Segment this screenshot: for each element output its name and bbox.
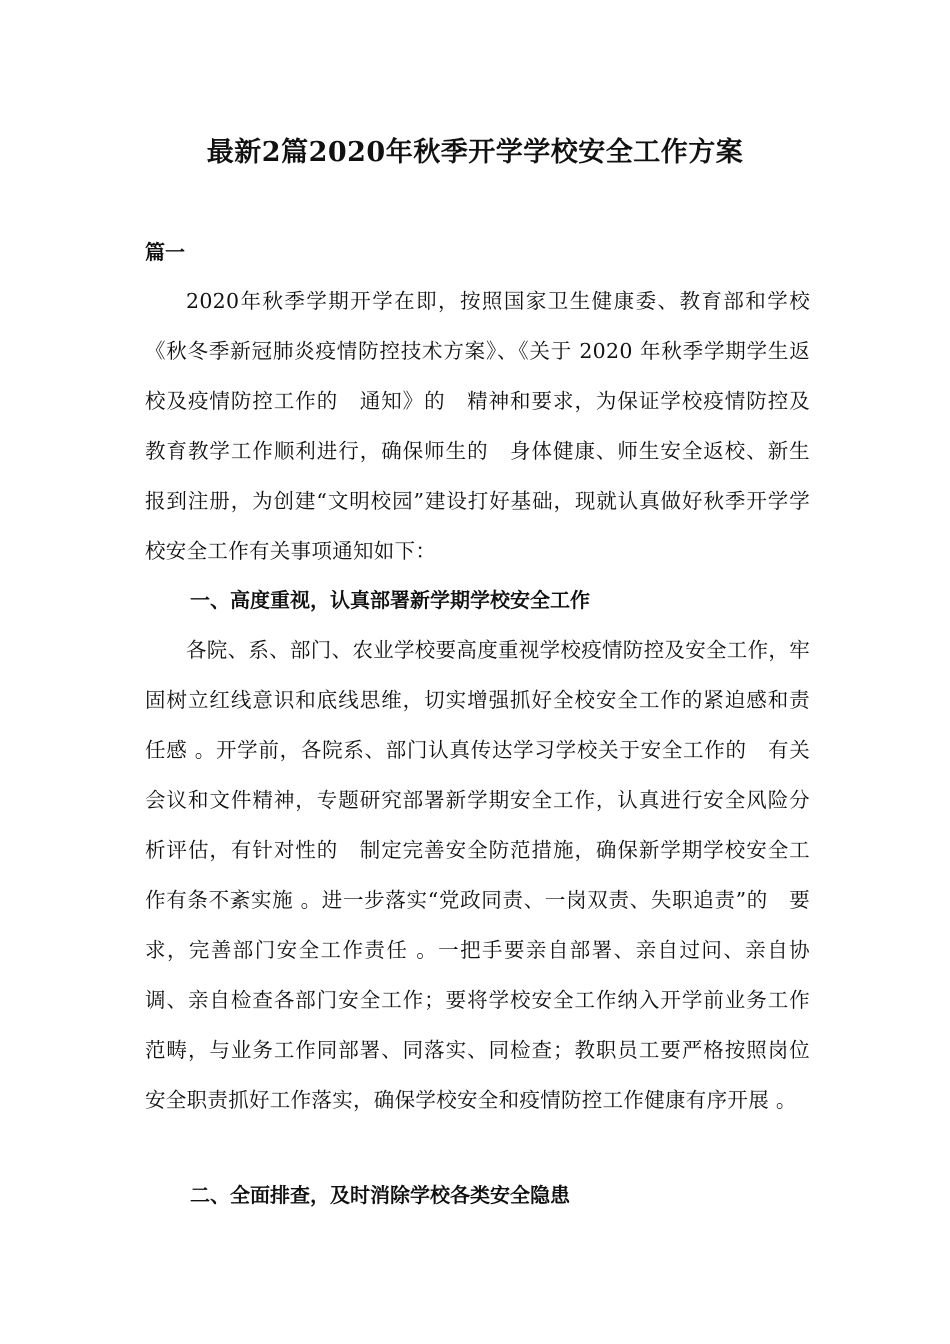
paragraph-1: 各院、系、部门、农业学校要高度重视学校疫情防控及安全工作，牢固树立红线意识和底线思维，切实增强抓好全校安全工作的紧迫感和责任感 。开学前，各院系、部门认真传达学习学校关于安全工作的 有关会议和文件精神，专题研究部署新学期安全工作，认真进行安全风险分析评估，有针对性的 制定完善安全防范措施，确保新学期学校安全工作有条不紊实施 。进一步落实“党政同责、一岗双责、失职追责”的 要求，完善部门安全工作责任 。一把手要亲自部署、亲自过问、亲自协调、亲自检查各部门安全工作；要将学校安全工作纳入开学前业务工作范畴，与业务工作同部署、同落实、同检查；教职员工要严格按照岗位安全职责抓好工作落实，确保学校安全和疫情防控工作健康有序开展 。 [145, 638, 810, 1112]
document-title: 最新2篇2020年秋季开学学校安全工作方案 [206, 137, 744, 168]
intro-paragraph: 2020年秋季学期开学在即，按照国家卫生健康委、教育部和学校《秋冬季新冠肺炎疫情防控技术方案》、《关于 2020 年秋季学期学生返校及疫情防控工作的 通知》的 精神和要求，为保证学校疫情防控及教育教学工作顺利进行，确保师生的 身体健康、师生安全返校、新生报到注册，为创建“文明校园”建设打好基础，现就认真做好秋季开学学校安全工作有关事项通知如下： [145, 289, 810, 563]
section-label: 篇一 [145, 240, 185, 264]
heading-2: 二、全面排查，及时消除学校各类安全隐患 [190, 1183, 570, 1207]
heading-1: 一、高度重视，认真部署新学期学校安全工作 [190, 588, 590, 612]
